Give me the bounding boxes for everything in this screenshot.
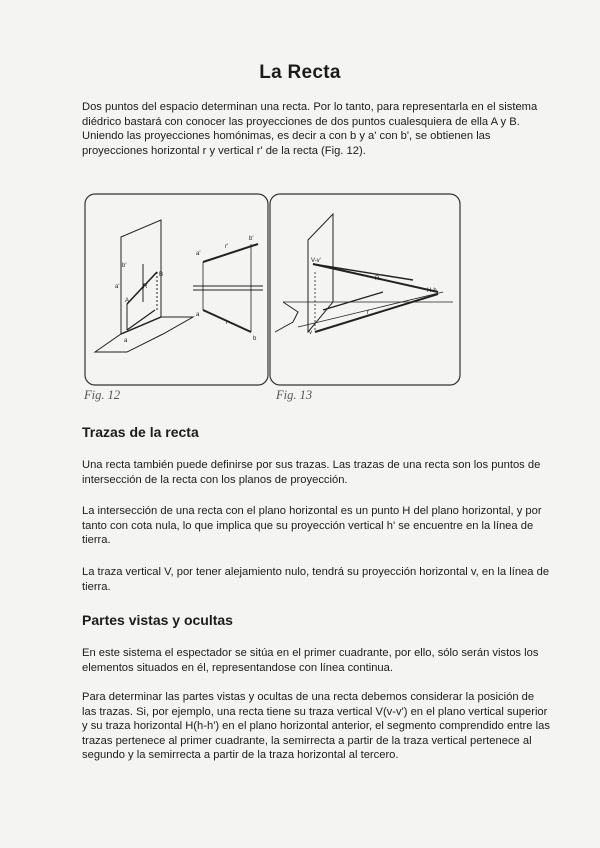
label-b-prime: b' xyxy=(122,263,127,269)
fig12-projections xyxy=(193,244,263,332)
label-vv: V-v' xyxy=(311,258,321,264)
fig12-caption: Fig. 12 xyxy=(84,388,121,402)
label-a2: a xyxy=(196,312,200,318)
label-b: b xyxy=(253,336,257,342)
label-R: R xyxy=(143,284,148,290)
label-hh: H-h xyxy=(427,288,437,294)
label-r-prime: r' xyxy=(225,244,229,250)
section-heading-partes: Partes vistas y ocultas xyxy=(82,612,233,628)
partes-paragraph-2: Para determinar las partes vistas y ocultas de una recta debemos considerar la posición de las trazas. Si, por ejemplo, una recta tiene su traza vertical V(v-v') en el plano vertical superior y su traza horizontal H(h-h') en el plano horizontal anterior, el segmento comprendido entre las trazas pertenece al primer cuadrante, la semirrecta a partir de la traza vertical pertenece al segundo y la semirrecta a partir de la traza horizontal al tercero. xyxy=(82,691,550,762)
label-B: B xyxy=(159,272,164,278)
trazas-paragraph-2: La intersección de una recta con el plano horizontal es un punto H del plano horizontal, y por tanto con cota nula, lo que implica que su proyección vertical h' se encuentre en la línea de tierra. xyxy=(82,505,542,547)
figures-panel xyxy=(83,192,463,392)
label-a2-prime: a' xyxy=(196,251,201,257)
label-R13: R xyxy=(375,276,380,282)
figure-diagrams xyxy=(83,192,463,392)
partes-paragraph-1: En este sistema el espectador se sitúa en el primer cuadrante, por ello, sólo serán vistos los elementos situados en él, representandose con línea continua. xyxy=(82,647,539,674)
label-a-prime: a' xyxy=(115,284,120,290)
label-a: a xyxy=(124,338,128,344)
section-heading-trazas: Trazas de la recta xyxy=(82,424,199,440)
page-title: La Recta xyxy=(259,62,341,83)
fig13-perspective xyxy=(275,214,453,332)
intro-paragraph: Dos puntos del espacio determinan una recta. Por lo tanto, para representarla en el sistema diédrico bastará con conocer las proyecciones de dos puntos cualesquiera de ella A y B. Uniendo las proyecciones homónimas, es decir a con b y a' con b', se obtienen las proyecciones horizontal r y vertical r' de la recta (Fig. 12). xyxy=(82,101,538,157)
trazas-paragraph-1: Una recta también puede definirse por sus trazas. Las trazas de una recta son los puntos de intersección de la recta con los planos de proyección. xyxy=(82,459,541,486)
fig13-caption: Fig. 13 xyxy=(276,388,313,402)
label-r13: r xyxy=(367,310,369,316)
label-b2-prime: b' xyxy=(249,236,254,242)
trazas-paragraph-3: La traza vertical V, por tener alejamiento nulo, tendrá su proyección horizontal v, en la línea de tierra. xyxy=(82,566,550,593)
label-r: r xyxy=(226,320,228,326)
label-v: v xyxy=(309,330,312,336)
label-A: A xyxy=(125,298,130,304)
